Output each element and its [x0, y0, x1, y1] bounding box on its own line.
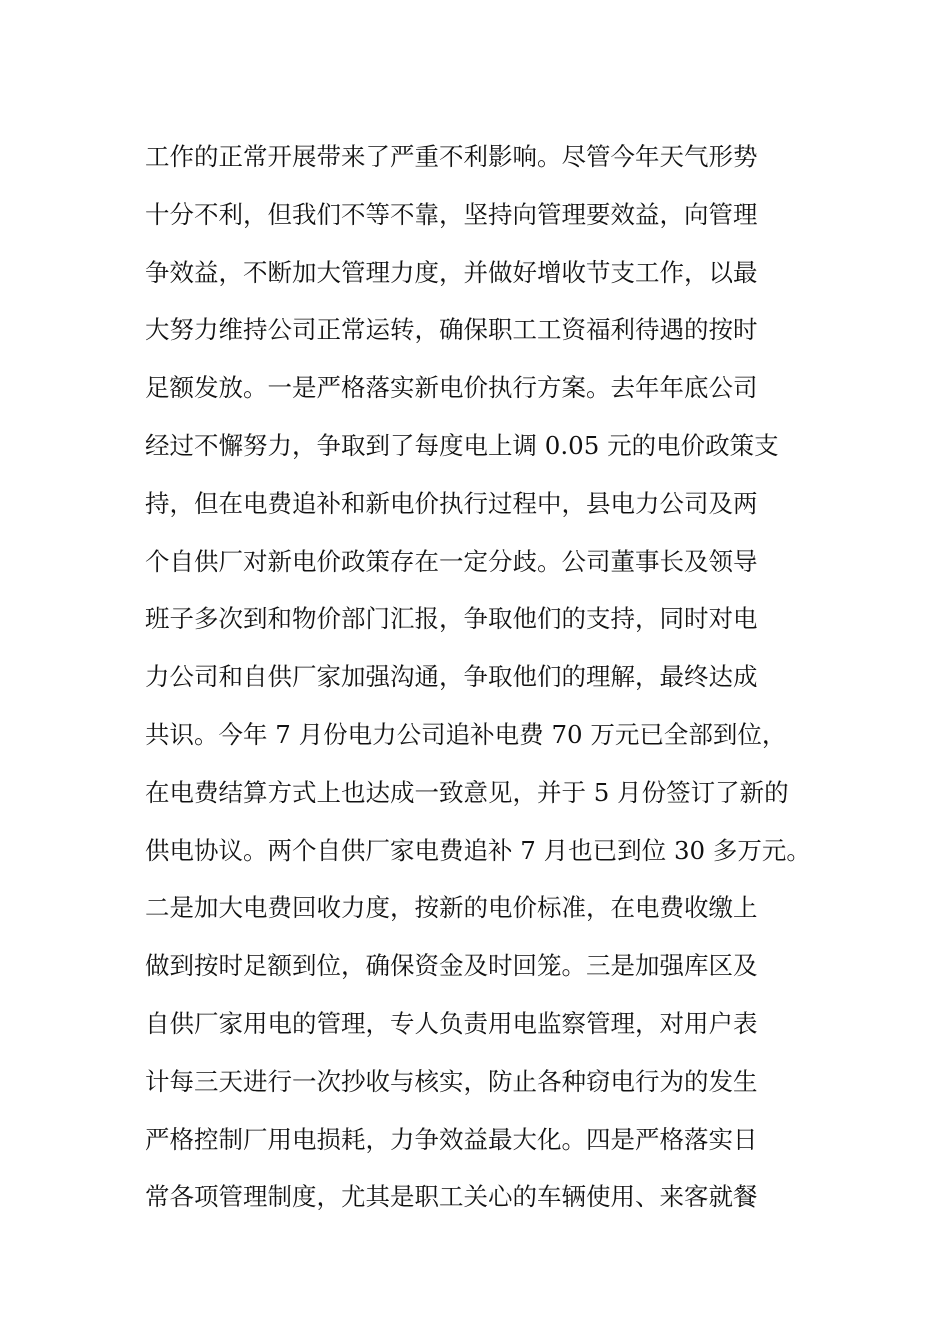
- text-line: 做到按时足额到位，确保资金及时回笼。三是加强库区及: [145, 951, 758, 981]
- text-line: 常各项管理制度，尤其是职工关心的车辆使用、来客就餐: [145, 1182, 758, 1212]
- text-line: 班子多次到和物价部门汇报，争取他们的支持，同时对电: [145, 604, 758, 634]
- text-line: 足额发放。一是严格落实新电价执行方案。去年年底公司: [145, 373, 758, 403]
- text-line: 严格控制厂用电损耗，力争效益最大化。四是严格落实日: [145, 1124, 758, 1154]
- text-line: 力公司和自供厂家加强沟通，争取他们的理解，最终达成: [145, 662, 758, 692]
- text-line: 自供厂家用电的管理，专人负责用电监察管理，对用户表: [145, 1008, 758, 1038]
- text-line: 计每三天进行一次抄收与核实，防止各种窃电行为的发生: [145, 1066, 758, 1096]
- text-line: 大努力维持公司正常运转，确保职工工资福利待遇的按时: [145, 315, 758, 345]
- body-text: [145, 128, 845, 1226]
- text-line: 共识。今年 7 月份电力公司追补电费 70 万元已全部到位，: [145, 719, 787, 749]
- text-line: 个自供厂对新电价政策存在一定分歧。公司董事长及领导: [145, 546, 758, 576]
- text-line: 在电费结算方式上也达成一致意见，并于 5 月份签订了新的: [145, 777, 789, 807]
- text-line: 争效益，不断加大管理力度，并做好增收节支工作，以最: [145, 257, 758, 287]
- text-line: 持，但在电费追补和新电价执行过程中，县电力公司及两: [145, 488, 758, 518]
- text-line: 经过不懈努力，争取到了每度电上调 0.05 元的电价政策支: [145, 430, 779, 460]
- text-line: 十分不利，但我们不等不靠，坚持向管理要效益，向管理: [145, 199, 758, 229]
- text-line: 工作的正常开展带来了严重不利影响。尽管今年天气形势: [145, 142, 758, 171]
- text-line: 供电协议。两个自供厂家电费追补 7 月也已到位 30 多万元。: [145, 835, 811, 865]
- text-line: 二是加大电费回收力度，按新的电价标准，在电费收缴上: [145, 893, 758, 923]
